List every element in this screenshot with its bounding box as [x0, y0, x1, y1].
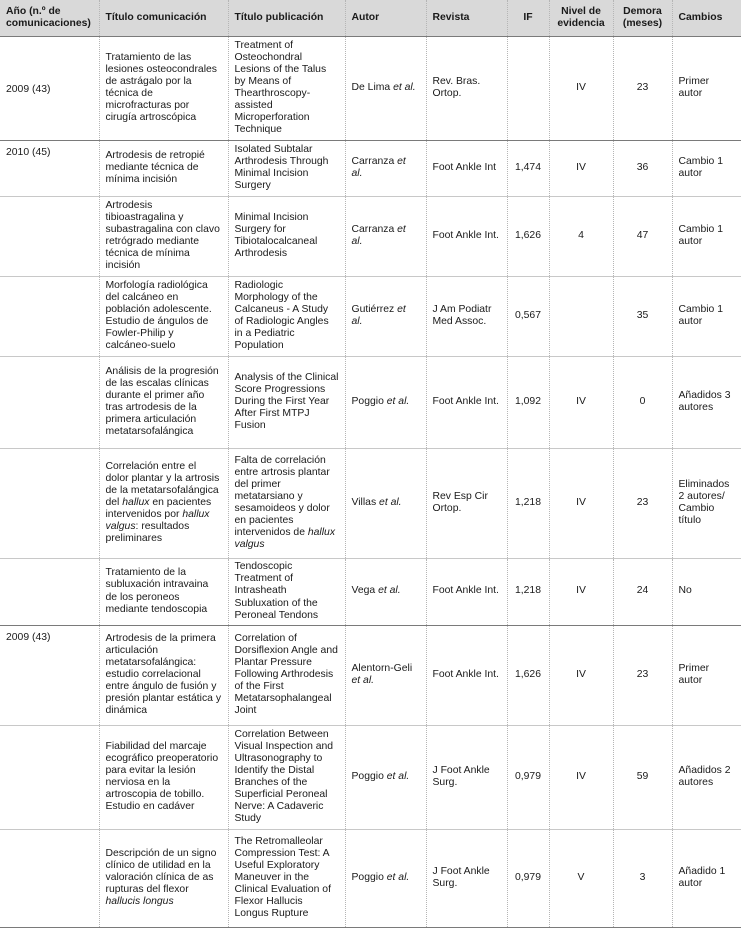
delay-cell: 24 — [613, 558, 672, 625]
delay-cell: 3 — [613, 829, 672, 927]
table-row — [0, 448, 741, 558]
author-name: Gutiérrez — [351, 303, 395, 315]
author-cell — [345, 829, 426, 927]
evidence-cell: IV — [549, 725, 613, 829]
if-cell: 1,474 — [507, 140, 549, 196]
comm-title-cell: Tratamiento de la subluxación intravaina de los peroneos mediante tendoscopia — [99, 558, 228, 625]
comm-title-cell — [99, 829, 228, 927]
changes-cell: Cambio 1 autor — [672, 276, 741, 356]
year-cell — [0, 448, 99, 558]
evidence-cell: IV — [549, 356, 613, 448]
comm-title-cell: Tratamiento de las lesiones osteocondrales de astrágalo por la técnica de microfracturas por cirugía artroscópica — [99, 36, 228, 140]
if-cell: 0,567 — [507, 276, 549, 356]
evidence-cell: 4 — [549, 196, 613, 276]
author-etal: et al. — [386, 395, 410, 407]
delay-cell: 23 — [613, 36, 672, 140]
changes-cell: Eliminados 2 autores/ Cambio título — [672, 448, 741, 558]
author-name: Carranza — [351, 155, 395, 167]
author-etal: et al. — [378, 585, 401, 597]
evidence-cell — [549, 276, 613, 356]
author-name: Poggio — [351, 871, 384, 883]
changes-cell: No — [672, 558, 741, 625]
changes-cell: Añadidos 3 autores — [672, 356, 741, 448]
comm-title-italic: hallux — [122, 496, 150, 508]
table-row — [0, 36, 741, 140]
journal-cell: Foot Ankle Int. — [426, 625, 507, 725]
author-cell — [345, 276, 426, 356]
table-row — [0, 558, 741, 625]
pub-title-cell: Minimal Incision Surgery for Tibiotalocalcaneal Arthrodesis — [228, 196, 345, 276]
header-pub-title: Título publicación — [228, 0, 345, 36]
author-cell — [345, 36, 426, 140]
evidence-cell: IV — [549, 448, 613, 558]
year-cell — [0, 725, 99, 829]
table-row — [0, 725, 741, 829]
delay-cell: 36 — [613, 140, 672, 196]
header-journal: Revista — [426, 0, 507, 36]
journal-cell: J Foot Ankle Surg. — [426, 725, 507, 829]
year-cell — [0, 558, 99, 625]
author-etal: et al. — [351, 675, 375, 686]
changes-cell: Añadido 1 autor — [672, 829, 741, 927]
header-author: Autor — [345, 0, 426, 36]
author-etal: et al. — [351, 223, 406, 247]
comm-title-part: : resultados preliminares — [105, 521, 190, 545]
header-comm-title: Título comunicación — [99, 0, 228, 36]
author-cell — [345, 558, 426, 625]
year-cell: 2010 (45) — [0, 140, 99, 196]
author-etal: et al. — [393, 81, 416, 93]
journal-cell: Foot Ankle Int — [426, 140, 507, 196]
table-row — [0, 625, 741, 725]
if-cell — [507, 36, 549, 140]
header-changes: Cambios — [672, 0, 741, 36]
comm-title-cell: Artrodesis tibioastragalina y subastragalina con clavo retrógrado mediante técnica de mínima incisión — [99, 196, 228, 276]
if-cell: 1,218 — [507, 448, 549, 558]
delay-cell: 59 — [613, 725, 672, 829]
changes-cell: Cambio 1 autor — [672, 196, 741, 276]
author-etal: et al. — [351, 303, 406, 327]
pub-title-italic: hallux valgus — [234, 527, 336, 551]
comm-title-italic: hallucis longus — [105, 896, 174, 908]
journal-cell: J Foot Ankle Surg. — [426, 829, 507, 927]
header-evidence: Nivel de evidencia — [549, 0, 613, 36]
author-etal: et al. — [386, 871, 410, 883]
author-name: Carranza — [351, 223, 395, 235]
if-cell: 0,979 — [507, 725, 549, 829]
pub-title-cell: Correlation Between Visual Inspection and Ultrasonography to Identify the Distal Branches of the Superficial Peroneal Nerve: A Cadaveric Study — [228, 725, 345, 829]
pub-title-cell: Tendoscopic Treatment of Intrasheath Subluxation of the Peroneal Tendons — [228, 558, 345, 625]
year-cell — [0, 829, 99, 927]
journal-cell: Foot Ankle Int. — [426, 196, 507, 276]
delay-cell: 23 — [613, 625, 672, 725]
year-cell: 2009 (43) — [0, 625, 99, 725]
journal-cell: Foot Ankle Int. — [426, 356, 507, 448]
table-row — [0, 356, 741, 448]
header-year: Año (n.º de comunicaciones) — [0, 0, 99, 36]
evidence-cell: V — [549, 829, 613, 927]
author-cell — [345, 625, 426, 725]
author-cell — [345, 725, 426, 829]
author-name: Poggio — [351, 770, 384, 782]
year-cell — [0, 356, 99, 448]
pub-title-cell: Analysis of the Clinical Score Progressions During the First Year After First MTPJ Fusion — [228, 356, 345, 448]
comm-title-cell: Artrodesis de retropié mediante técnica de mínima incisión — [99, 140, 228, 196]
comm-title-cell: Artrodesis de la primera articulación metatarsofalángica: estudio correlacional entre ángulo de fusión y presión plantar estática y dinámica — [99, 625, 228, 725]
delay-cell: 35 — [613, 276, 672, 356]
evidence-cell: IV — [549, 558, 613, 625]
author-name: Vega — [351, 585, 376, 597]
author-cell — [345, 448, 426, 558]
pub-title-cell: Treatment of Osteochondral Lesions of the Talus by Means of Thearthroscopy-assisted Microperforation Technique — [228, 36, 345, 140]
author-name: Villas — [351, 496, 377, 508]
author-etal: et al. — [386, 770, 410, 782]
header-delay: Demora (meses) — [613, 0, 672, 36]
pub-title-cell: Isolated Subtalar Arthrodesis Through Minimal Incision Surgery — [228, 140, 345, 196]
table-row — [0, 140, 741, 196]
comm-title-part: Descripción de un signo clínico de utilidad en la valoración clínica de as rupturas del flexor — [105, 847, 217, 896]
table-row — [0, 829, 741, 927]
evidence-cell: IV — [549, 36, 613, 140]
if-cell: 1,218 — [507, 558, 549, 625]
changes-cell: Primer autor — [672, 36, 741, 140]
pub-title-cell: Correlation of Dorsiflexion Angle and Plantar Pressure Following Arthrodesis of the First Metatarsophalangeal Joint — [228, 625, 345, 725]
year-cell — [0, 196, 99, 276]
comm-title-cell: Morfología radiológica del calcáneo en población adolescente. Estudio de ángulos de Fowler-Philip y calcáneo-suelo — [99, 276, 228, 356]
header-row — [0, 0, 741, 36]
year-cell: 2009 (43) — [0, 36, 99, 140]
journal-cell: Foot Ankle Int. — [426, 558, 507, 625]
evidence-cell: IV — [549, 625, 613, 725]
pub-title-cell: Radiologic Morphology of the Calcaneus - A Study of Radiologic Angles in a Pediatric Population — [228, 276, 345, 356]
pub-title-part: Falta de correlación entre artrosis plantar del primer metatarsiano y sesamoideos y dolor en pacientes intervenidos de — [234, 454, 330, 539]
changes-cell: Cambio 1 autor — [672, 140, 741, 196]
delay-cell: 47 — [613, 196, 672, 276]
if-cell: 1,092 — [507, 356, 549, 448]
table-row — [0, 276, 741, 356]
table-row — [0, 196, 741, 276]
changes-cell: Primer autor — [672, 625, 741, 725]
comm-title-cell: Análisis de la progresión de las escalas clínicas durante el primer año tras artrodesis de la primera articulación metatarsofalángica — [99, 356, 228, 448]
header-if: IF — [507, 0, 549, 36]
author-cell — [345, 196, 426, 276]
pub-title-cell — [228, 448, 345, 558]
year-cell — [0, 276, 99, 356]
journal-cell: Rev. Bras. Ortop. — [426, 36, 507, 140]
author-name: Alentorn-Geli — [351, 662, 413, 674]
delay-cell: 23 — [613, 448, 672, 558]
evidence-cell: IV — [549, 140, 613, 196]
author-name: Poggio — [351, 395, 384, 407]
pub-title-cell: The Retromalleolar Compression Test: A Useful Exploratory Maneuver in the Clinical Evaluation of Flexor Hallucis Longus Rupture — [228, 829, 345, 927]
author-etal: et al. — [379, 496, 402, 508]
author-cell — [345, 140, 426, 196]
author-cell — [345, 356, 426, 448]
if-cell: 1,626 — [507, 625, 549, 725]
comm-title-cell — [99, 448, 228, 558]
if-cell: 0,979 — [507, 829, 549, 927]
changes-cell: Añadidos 2 autores — [672, 725, 741, 829]
journal-cell: Rev Esp Cir Ortop. — [426, 448, 507, 558]
journal-cell: J Am Podiatr Med Assoc. — [426, 276, 507, 356]
comm-title-part: en pacientes intervenidos por — [105, 496, 212, 521]
comm-title-part: Correlación entre el dolor plantar y la artrosis de la metatarsofalángica del — [105, 460, 220, 508]
author-name: De Lima — [351, 81, 391, 93]
author-etal: et al. — [351, 155, 406, 179]
comm-title-italic: hallux valgus — [105, 509, 210, 533]
comm-title-cell: Fiabilidad del marcaje ecográfico preoperatorio para evitar la lesión nerviosa en la artroscopia de tobillo. Estudio en cadáver — [99, 725, 228, 829]
if-cell: 1,626 — [507, 196, 549, 276]
delay-cell: 0 — [613, 356, 672, 448]
